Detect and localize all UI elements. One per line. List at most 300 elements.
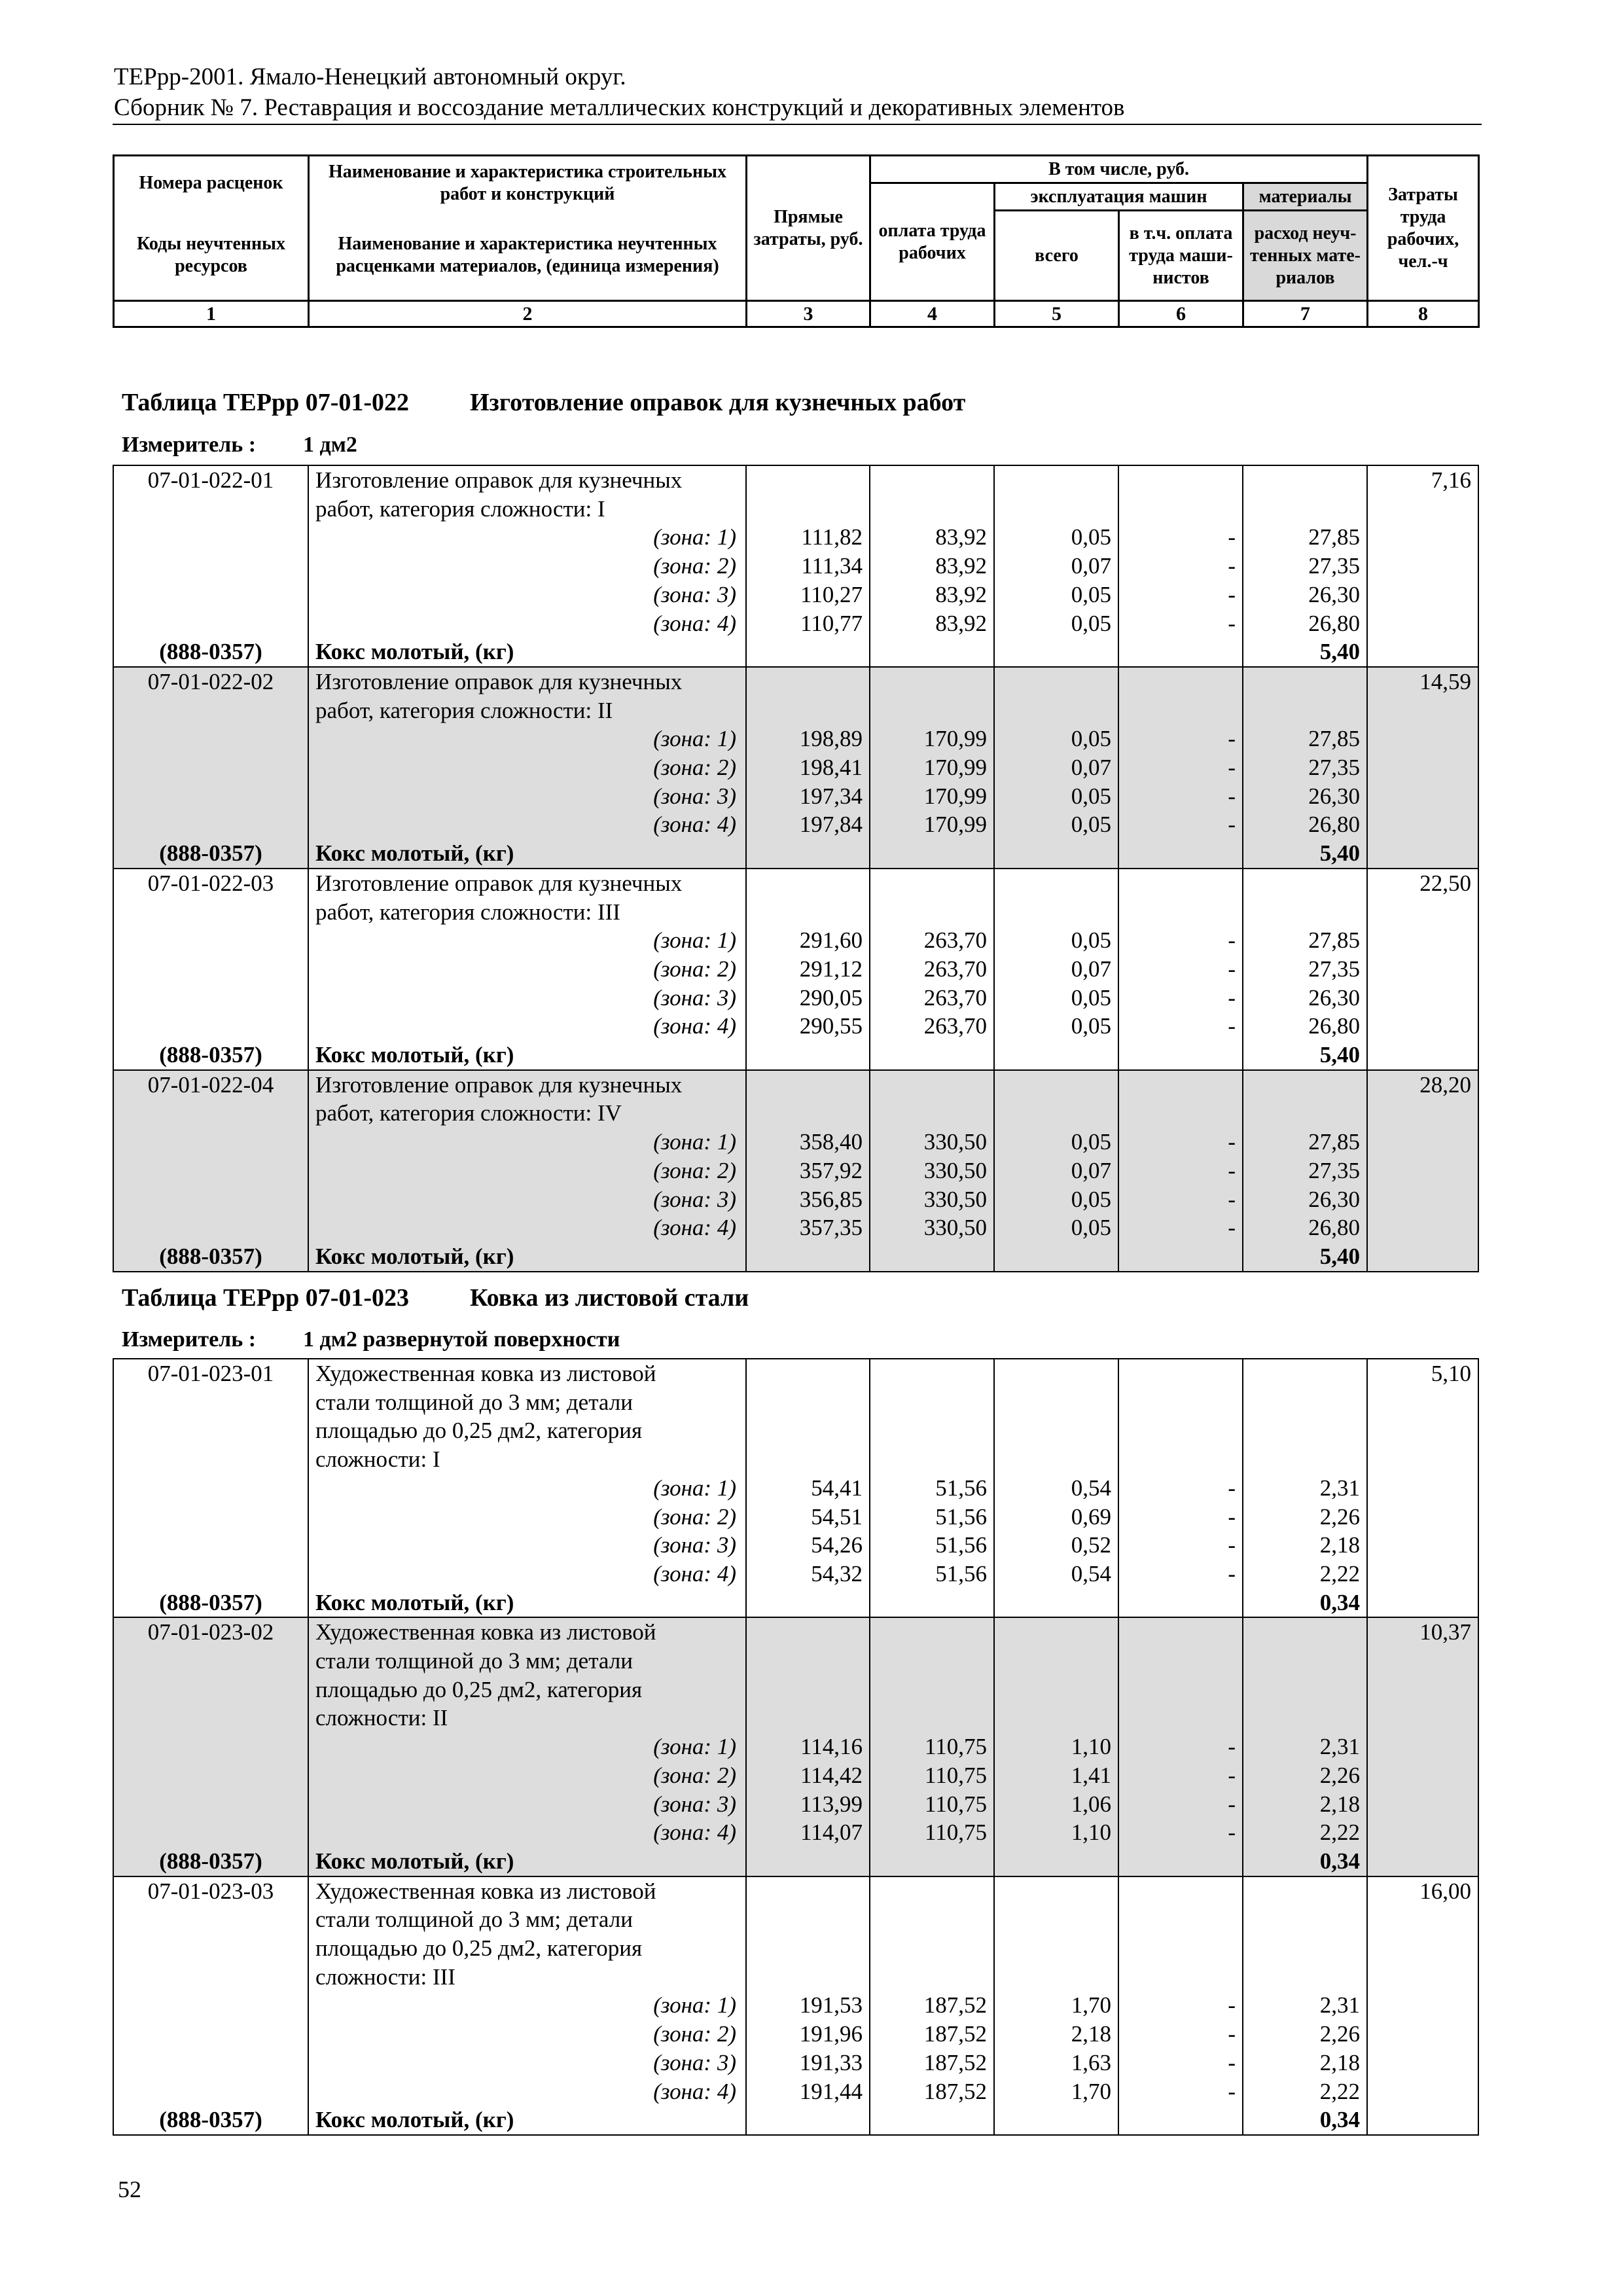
table-row xyxy=(113,1099,1478,1128)
materials-cost: 2,26 xyxy=(1243,1761,1367,1790)
machine-total: 1,63 xyxy=(994,2049,1118,2077)
empty-cell xyxy=(994,1041,1118,1070)
empty-cell xyxy=(1367,1560,1478,1588)
empty-cell xyxy=(870,1388,994,1417)
empty-cell xyxy=(746,1388,870,1417)
unit-value: 1 дм2 xyxy=(303,433,357,457)
rates-table xyxy=(113,1358,1479,2136)
table-row xyxy=(113,696,1478,725)
empty-cell xyxy=(113,2049,308,2077)
machinist-pay: - xyxy=(1118,1012,1243,1041)
empty-cell xyxy=(1367,1704,1478,1732)
resource-code: (888-0357) xyxy=(113,1588,308,1618)
table-title-text: Ковка из листовой стали xyxy=(470,1284,749,1312)
zone-label: (зона: 3) xyxy=(308,1531,746,1560)
worker-pay: 83,92 xyxy=(870,523,994,552)
header-resource-codes: Коды неучтенных ресурсов xyxy=(114,211,309,301)
empty-cell xyxy=(746,869,870,898)
header-labor-costs: Затраты труда рабочих, чел.-ч xyxy=(1368,156,1479,301)
empty-cell xyxy=(994,1070,1118,1100)
zone-row xyxy=(113,1818,1478,1847)
direct-cost: 357,35 xyxy=(746,1213,870,1242)
empty-cell xyxy=(1367,1041,1478,1070)
unit-value: 1 дм2 развернутой поверхности xyxy=(303,1327,620,1352)
worker-pay: 110,75 xyxy=(870,1761,994,1790)
resource-code: (888-0357) xyxy=(113,839,308,869)
rate-name-line: сложности: III xyxy=(308,1963,746,1992)
machine-total: 0,05 xyxy=(994,581,1118,609)
labor-cost: 16,00 xyxy=(1367,1876,1478,1906)
empty-cell xyxy=(1367,552,1478,581)
empty-cell xyxy=(1118,696,1243,725)
empty-cell xyxy=(1367,1445,1478,1474)
empty-cell xyxy=(113,1790,308,1819)
worker-pay: 170,99 xyxy=(870,753,994,782)
empty-cell xyxy=(870,1099,994,1128)
header-col-number: 7 xyxy=(1243,301,1368,327)
empty-cell xyxy=(113,1963,308,1992)
table-title xyxy=(122,387,966,418)
materials-cost: 26,80 xyxy=(1243,1012,1367,1041)
resource-name: Кокс молотый, (кг) xyxy=(308,637,746,667)
zone-label: (зона: 1) xyxy=(308,1128,746,1157)
header-line-2: Сборник № 7. Реставрация и воссоздание металлических конструкций и декоративных элементов xyxy=(114,94,1125,121)
machine-total: 0,05 xyxy=(994,926,1118,955)
rate-code: 07-01-023-01 xyxy=(113,1359,308,1388)
table-label: Таблица ТЕРрр 07-01-022 xyxy=(122,389,410,416)
direct-cost: 111,82 xyxy=(746,523,870,552)
worker-pay: 263,70 xyxy=(870,926,994,955)
resource-name: Кокс молотый, (кг) xyxy=(308,839,746,869)
empty-cell xyxy=(994,869,1118,898)
table-row xyxy=(113,1876,1478,1906)
machinist-pay: - xyxy=(1118,753,1243,782)
materials-cost: 26,80 xyxy=(1243,810,1367,839)
resource-amount: 5,40 xyxy=(1243,1242,1367,1272)
labor-cost: 14,59 xyxy=(1367,667,1478,696)
empty-cell xyxy=(746,495,870,524)
empty-cell xyxy=(1367,1012,1478,1041)
zone-label: (зона: 4) xyxy=(308,1213,746,1242)
worker-pay: 51,56 xyxy=(870,1503,994,1532)
materials-cost: 2,22 xyxy=(1243,2077,1367,2106)
direct-cost: 191,96 xyxy=(746,2020,870,2049)
worker-pay: 51,56 xyxy=(870,1531,994,1560)
resource-row xyxy=(113,1041,1478,1070)
zone-label: (зона: 1) xyxy=(308,523,746,552)
machine-total: 0,05 xyxy=(994,1213,1118,1242)
machinist-pay: - xyxy=(1118,1128,1243,1157)
empty-cell xyxy=(994,1704,1118,1732)
rate-item xyxy=(113,1876,1478,2135)
empty-cell xyxy=(994,1647,1118,1676)
empty-cell xyxy=(870,637,994,667)
rate-code: 07-01-022-02 xyxy=(113,667,308,696)
empty-cell xyxy=(994,839,1118,869)
table-label: Таблица ТЕРрр 07-01-023 xyxy=(122,1284,410,1312)
machinist-pay: - xyxy=(1118,984,1243,1013)
zone-row xyxy=(113,1128,1478,1157)
empty-cell xyxy=(1367,2020,1478,2049)
empty-cell xyxy=(1243,1359,1367,1388)
zone-label: (зона: 4) xyxy=(308,1818,746,1847)
direct-cost: 291,12 xyxy=(746,955,870,984)
rate-name-line: Художественная ковка из листовой xyxy=(308,1876,746,1906)
empty-cell xyxy=(746,1647,870,1676)
empty-cell xyxy=(746,667,870,696)
machinist-pay: - xyxy=(1118,810,1243,839)
zone-label: (зона: 2) xyxy=(308,2020,746,2049)
machinist-pay: - xyxy=(1118,955,1243,984)
zone-label: (зона: 3) xyxy=(308,1790,746,1819)
machine-total: 0,54 xyxy=(994,1560,1118,1588)
machine-total: 0,69 xyxy=(994,1503,1118,1532)
unit-label: Измеритель : xyxy=(122,1327,257,1352)
empty-cell xyxy=(113,1905,308,1934)
empty-cell xyxy=(1367,1732,1478,1761)
machine-total: 0,07 xyxy=(994,1157,1118,1185)
empty-cell xyxy=(1118,465,1243,495)
materials-cost: 26,30 xyxy=(1243,1185,1367,1214)
zone-label: (зона: 3) xyxy=(308,1185,746,1214)
worker-pay: 110,75 xyxy=(870,1732,994,1761)
empty-cell xyxy=(1367,725,1478,753)
empty-cell xyxy=(1367,2077,1478,2106)
resource-row xyxy=(113,1847,1478,1876)
rate-item xyxy=(113,465,1478,667)
header-col-number: 8 xyxy=(1368,301,1479,327)
machinist-pay: - xyxy=(1118,1790,1243,1819)
zone-label: (зона: 1) xyxy=(308,1732,746,1761)
resource-code: (888-0357) xyxy=(113,1242,308,1272)
empty-cell xyxy=(870,1963,994,1992)
header-col-number: 4 xyxy=(870,301,995,327)
machine-total: 2,18 xyxy=(994,2020,1118,2049)
labor-cost: 22,50 xyxy=(1367,869,1478,898)
rate-code: 07-01-023-02 xyxy=(113,1617,308,1647)
empty-cell xyxy=(1243,1617,1367,1647)
zone-row xyxy=(113,1474,1478,1503)
header-materials: материалы xyxy=(1243,183,1368,211)
empty-cell xyxy=(113,898,308,927)
empty-cell xyxy=(1367,1647,1478,1676)
machinist-pay: - xyxy=(1118,1560,1243,1588)
empty-cell xyxy=(113,1818,308,1847)
header-worker-pay: оплата труда рабочих xyxy=(870,183,995,301)
machinist-pay: - xyxy=(1118,725,1243,753)
direct-cost: 110,27 xyxy=(746,581,870,609)
empty-cell xyxy=(994,696,1118,725)
empty-cell xyxy=(870,1445,994,1474)
rates-table xyxy=(113,465,1479,1272)
direct-cost: 114,07 xyxy=(746,1818,870,1847)
empty-cell xyxy=(1367,1790,1478,1819)
empty-cell xyxy=(746,465,870,495)
materials-cost: 27,35 xyxy=(1243,753,1367,782)
unit-row xyxy=(122,1327,620,1353)
table-title xyxy=(122,1283,749,1313)
empty-cell xyxy=(1118,869,1243,898)
machinist-pay: - xyxy=(1118,2077,1243,2106)
worker-pay: 187,52 xyxy=(870,2049,994,2077)
direct-cost: 191,44 xyxy=(746,2077,870,2106)
empty-cell xyxy=(870,869,994,898)
rate-name-line: Изготовление оправок для кузнечных xyxy=(308,667,746,696)
empty-cell xyxy=(994,1676,1118,1704)
empty-cell xyxy=(113,1185,308,1214)
machinist-pay: - xyxy=(1118,926,1243,955)
header-col-number: 2 xyxy=(309,301,747,327)
rate-code: 07-01-023-03 xyxy=(113,1876,308,1906)
machinist-pay: - xyxy=(1118,581,1243,609)
worker-pay: 110,75 xyxy=(870,1790,994,1819)
zone-label: (зона: 2) xyxy=(308,955,746,984)
zone-label: (зона: 1) xyxy=(308,725,746,753)
table-row xyxy=(113,1934,1478,1963)
zone-row xyxy=(113,2077,1478,2106)
empty-cell xyxy=(113,782,308,811)
zone-row xyxy=(113,1991,1478,2020)
machine-total: 0,05 xyxy=(994,1185,1118,1214)
zone-row xyxy=(113,2049,1478,2077)
empty-cell xyxy=(1367,1905,1478,1934)
empty-cell xyxy=(113,1503,308,1532)
machinist-pay: - xyxy=(1118,2020,1243,2049)
empty-cell xyxy=(1367,1157,1478,1185)
empty-cell xyxy=(113,926,308,955)
empty-cell xyxy=(746,2106,870,2135)
direct-cost: 197,34 xyxy=(746,782,870,811)
empty-cell xyxy=(1367,609,1478,638)
empty-cell xyxy=(1118,1359,1243,1388)
resource-name: Кокс молотый, (кг) xyxy=(308,1588,746,1618)
empty-cell xyxy=(1118,1905,1243,1934)
empty-cell xyxy=(994,1934,1118,1963)
empty-cell xyxy=(1367,1503,1478,1532)
header-direct-costs: Прямые затраты, руб. xyxy=(747,156,870,301)
empty-cell xyxy=(746,1963,870,1992)
empty-cell xyxy=(1118,1876,1243,1906)
empty-cell xyxy=(1367,839,1478,869)
rate-item xyxy=(113,869,1478,1070)
empty-cell xyxy=(1367,1099,1478,1128)
machinist-pay: - xyxy=(1118,1213,1243,1242)
machine-total: 0,05 xyxy=(994,523,1118,552)
table-row xyxy=(113,1388,1478,1417)
empty-cell xyxy=(1118,1934,1243,1963)
direct-cost: 356,85 xyxy=(746,1185,870,1214)
empty-cell xyxy=(746,1070,870,1100)
header-col-number: 3 xyxy=(747,301,870,327)
empty-cell xyxy=(994,1588,1118,1618)
direct-cost: 358,40 xyxy=(746,1128,870,1157)
empty-cell xyxy=(994,1099,1118,1128)
materials-cost: 27,85 xyxy=(1243,926,1367,955)
direct-cost: 114,42 xyxy=(746,1761,870,1790)
empty-cell xyxy=(1118,1445,1243,1474)
empty-cell xyxy=(870,1617,994,1647)
empty-cell xyxy=(1118,637,1243,667)
empty-cell xyxy=(113,753,308,782)
labor-cost: 28,20 xyxy=(1367,1070,1478,1100)
empty-cell xyxy=(113,523,308,552)
empty-cell xyxy=(113,1416,308,1445)
zone-row xyxy=(113,1790,1478,1819)
machinist-pay: - xyxy=(1118,1474,1243,1503)
empty-cell xyxy=(1118,1041,1243,1070)
empty-cell xyxy=(1367,1934,1478,1963)
empty-cell xyxy=(1367,495,1478,524)
empty-cell xyxy=(1367,523,1478,552)
resource-row xyxy=(113,1242,1478,1272)
machine-total: 0,05 xyxy=(994,1128,1118,1157)
empty-cell xyxy=(1367,2106,1478,2135)
resource-code: (888-0357) xyxy=(113,637,308,667)
zone-row xyxy=(113,782,1478,811)
empty-cell xyxy=(746,1617,870,1647)
empty-cell xyxy=(1367,1185,1478,1214)
empty-cell xyxy=(746,637,870,667)
worker-pay: 187,52 xyxy=(870,2077,994,2106)
empty-cell xyxy=(1118,1416,1243,1445)
empty-cell xyxy=(1118,1847,1243,1876)
empty-cell xyxy=(1118,1242,1243,1272)
empty-cell xyxy=(870,1934,994,1963)
machinist-pay: - xyxy=(1118,1818,1243,1847)
header-material-name: Наименование и характеристика неучтенных расценками материалов, (единица измерения) xyxy=(309,211,747,301)
machinist-pay: - xyxy=(1118,1531,1243,1560)
empty-cell xyxy=(1243,898,1367,927)
empty-cell xyxy=(870,1359,994,1388)
empty-cell xyxy=(994,1416,1118,1445)
empty-cell xyxy=(1243,1876,1367,1906)
empty-cell xyxy=(994,667,1118,696)
materials-cost: 2,26 xyxy=(1243,1503,1367,1532)
empty-cell xyxy=(1243,1647,1367,1676)
empty-cell xyxy=(1118,1070,1243,1100)
empty-cell xyxy=(1367,984,1478,1013)
zone-row xyxy=(113,1732,1478,1761)
zone-row xyxy=(113,810,1478,839)
worker-pay: 187,52 xyxy=(870,2020,994,2049)
empty-cell xyxy=(994,2106,1118,2135)
table-row xyxy=(113,1647,1478,1676)
empty-cell xyxy=(746,1445,870,1474)
machine-total: 0,07 xyxy=(994,753,1118,782)
empty-cell xyxy=(113,1099,308,1128)
worker-pay: 83,92 xyxy=(870,609,994,638)
worker-pay: 51,56 xyxy=(870,1474,994,1503)
table-row xyxy=(113,495,1478,524)
empty-cell xyxy=(994,898,1118,927)
empty-cell xyxy=(1118,1588,1243,1618)
zone-label: (зона: 1) xyxy=(308,1991,746,2020)
worker-pay: 263,70 xyxy=(870,1012,994,1041)
empty-cell xyxy=(1118,898,1243,927)
materials-cost: 27,85 xyxy=(1243,1128,1367,1157)
empty-cell xyxy=(1118,1704,1243,1732)
materials-cost: 2,22 xyxy=(1243,1560,1367,1588)
machine-total: 1,10 xyxy=(994,1818,1118,1847)
zone-label: (зона: 4) xyxy=(308,609,746,638)
empty-cell xyxy=(1243,1445,1367,1474)
labor-cost: 10,37 xyxy=(1367,1617,1478,1647)
empty-cell xyxy=(1118,1963,1243,1992)
empty-cell xyxy=(746,1588,870,1618)
empty-cell xyxy=(994,1847,1118,1876)
empty-cell xyxy=(113,1761,308,1790)
table-row xyxy=(113,898,1478,927)
empty-cell xyxy=(1243,1905,1367,1934)
materials-cost: 27,35 xyxy=(1243,1157,1367,1185)
empty-cell xyxy=(994,1359,1118,1388)
machine-total: 0,05 xyxy=(994,810,1118,839)
header-total: всего xyxy=(995,211,1119,301)
empty-cell xyxy=(113,1445,308,1474)
zone-row xyxy=(113,2020,1478,2049)
rate-name-line: работ, категория сложности: I xyxy=(308,495,746,524)
empty-cell xyxy=(113,1560,308,1588)
empty-cell xyxy=(870,1876,994,1906)
resource-name: Кокс молотый, (кг) xyxy=(308,1242,746,1272)
rate-name-line: Изготовление оправок для кузнечных xyxy=(308,465,746,495)
direct-cost: 290,05 xyxy=(746,984,870,1013)
empty-cell xyxy=(1118,1676,1243,1704)
empty-cell xyxy=(870,1070,994,1100)
empty-cell xyxy=(994,1617,1118,1647)
machinist-pay: - xyxy=(1118,1157,1243,1185)
empty-cell xyxy=(1243,1934,1367,1963)
rate-name-line: стали толщиной до 3 мм; детали xyxy=(308,1905,746,1934)
empty-cell xyxy=(113,984,308,1013)
empty-cell xyxy=(746,1704,870,1732)
empty-cell xyxy=(1243,1099,1367,1128)
empty-cell xyxy=(1243,465,1367,495)
empty-cell xyxy=(1367,696,1478,725)
labor-cost: 5,10 xyxy=(1367,1359,1478,1388)
machinist-pay: - xyxy=(1118,1503,1243,1532)
zone-row xyxy=(113,1503,1478,1532)
empty-cell xyxy=(870,1847,994,1876)
rate-name-line: стали толщиной до 3 мм; детали xyxy=(308,1647,746,1676)
empty-cell xyxy=(870,465,994,495)
empty-cell xyxy=(1367,926,1478,955)
resource-amount: 5,40 xyxy=(1243,637,1367,667)
empty-cell xyxy=(1118,2106,1243,2135)
direct-cost: 198,89 xyxy=(746,725,870,753)
zone-row xyxy=(113,926,1478,955)
page-number: 52 xyxy=(118,2176,141,2202)
materials-cost: 27,35 xyxy=(1243,955,1367,984)
machine-total: 1,70 xyxy=(994,2077,1118,2106)
empty-cell xyxy=(1367,1388,1478,1417)
zone-row xyxy=(113,1157,1478,1185)
rate-name-line: Художественная ковка из листовой xyxy=(308,1359,746,1388)
empty-cell xyxy=(113,2077,308,2106)
machine-total: 0,05 xyxy=(994,1012,1118,1041)
header-machinist-pay: в т.ч. оплата труда маши-нистов xyxy=(1119,211,1243,301)
zone-row xyxy=(113,523,1478,552)
empty-cell xyxy=(113,1704,308,1732)
empty-cell xyxy=(113,1012,308,1041)
empty-cell xyxy=(113,1157,308,1185)
resource-row xyxy=(113,1588,1478,1618)
machine-total: 0,05 xyxy=(994,984,1118,1013)
machinist-pay: - xyxy=(1118,1185,1243,1214)
empty-cell xyxy=(1367,782,1478,811)
zone-label: (зона: 3) xyxy=(308,782,746,811)
empty-cell xyxy=(1367,1531,1478,1560)
